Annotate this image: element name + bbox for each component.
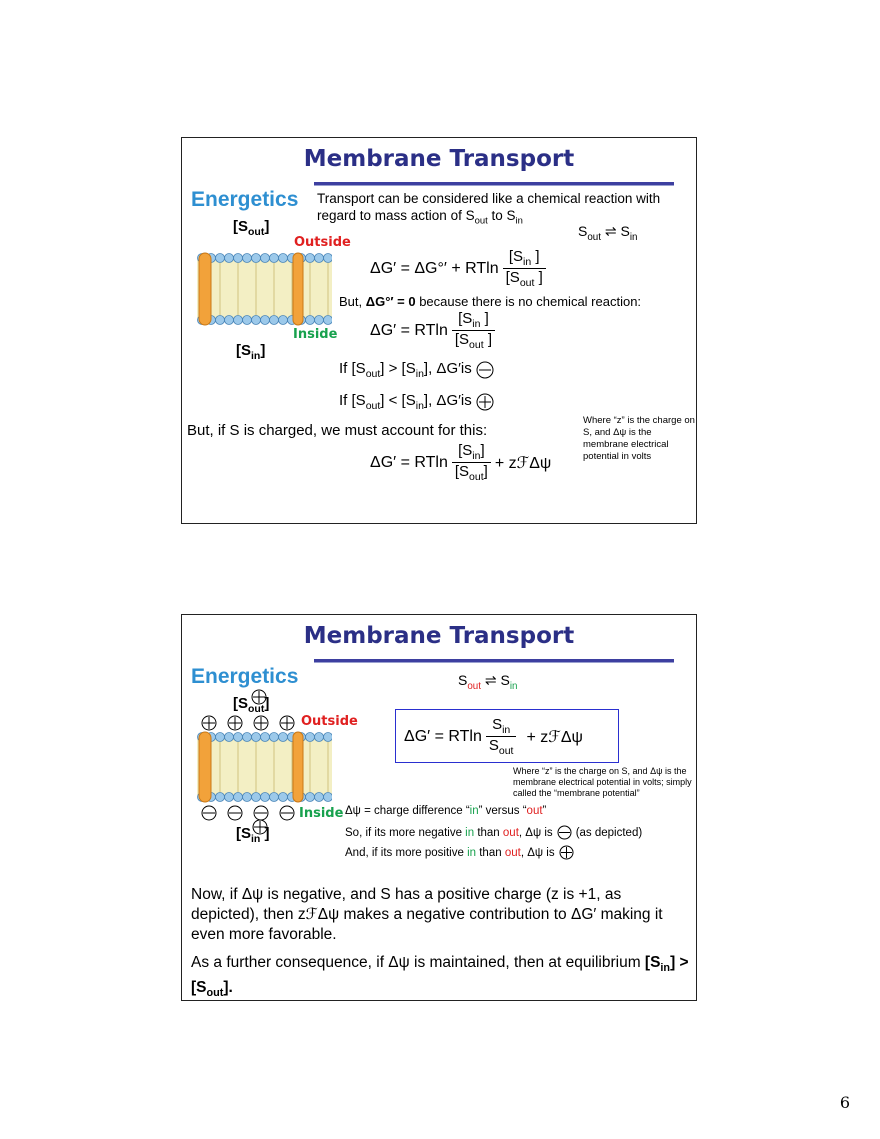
title-underline bbox=[314, 659, 674, 663]
equilibrium-expression: $S_{out}$ ⇌ $S_{in}$ bbox=[578, 223, 638, 243]
free-energy-equation-3: ΔG′ = RTln $\frac{[S_{in}]}{[S_{out}]}$ + zℱΔψ bbox=[370, 442, 552, 483]
outside-label: Outside bbox=[294, 235, 351, 250]
charged-statement: But, if S is charged, we must account for this: bbox=[187, 422, 488, 439]
minus-circle-icon bbox=[476, 361, 494, 379]
section-heading: Energetics bbox=[191, 188, 299, 211]
membrane-diagram bbox=[197, 729, 332, 807]
positive-condition: And, if its more positive in than out, Δψ is bbox=[345, 845, 574, 860]
page-number: 6 bbox=[839, 1093, 850, 1112]
slide-1 bbox=[181, 137, 697, 524]
membrane-potential-equation-box bbox=[395, 709, 619, 763]
negative-charges-row bbox=[201, 805, 295, 821]
condition-negative: If $[S_{out}] > [S_{in}]$, ΔG′is bbox=[339, 360, 494, 380]
s-in-label: $[S_{in}]$ bbox=[236, 342, 266, 362]
membrane-diagram bbox=[197, 250, 332, 330]
title-underline bbox=[314, 182, 674, 186]
minus-circle-icon bbox=[201, 805, 217, 821]
inside-label: Inside bbox=[293, 327, 338, 342]
paragraph-1: Now, if Δψ is negative, and S has a positive charge (z is +1, as depicted), then zℱΔψ makes a negative contribution to ΔG′ making it even more favorable. bbox=[191, 886, 663, 943]
plus-circle-icon bbox=[476, 393, 494, 411]
section-heading: Energetics bbox=[191, 665, 299, 688]
s-out-label: $[S_{out}]$ bbox=[233, 695, 270, 715]
minus-circle-icon bbox=[557, 825, 572, 840]
delta-psi-definition: Δψ = charge difference “in” versus “out” bbox=[345, 805, 547, 817]
outside-label: Outside bbox=[301, 714, 358, 729]
note-text: Where “z” is the charge on S, and Δψ is the membrane electrical potential in volts; simply called the “membrane potential” bbox=[513, 766, 692, 798]
free-energy-equation: ΔG′ = ΔG°′ + RTln $\frac{[S_{in} ]}{[S_{out} ]}$ bbox=[370, 248, 546, 289]
condition-positive: If $[S_{out}] < [S_{in}]$, ΔG′is bbox=[339, 392, 494, 412]
inside-label: Inside bbox=[299, 806, 344, 821]
boxed-equation: ΔG′ = RTln $\frac{S_{in}}{S_{out}}$ + zℱΔψ bbox=[404, 716, 583, 757]
minus-circle-icon bbox=[227, 805, 243, 821]
intro-line-2: regard to mass action of $S_{out}$ to $S_{in}$ bbox=[317, 208, 523, 227]
free-energy-equation-2: ΔG′ = RTln $\frac{[S_{in} ]}{[S_{out} ]}$ bbox=[370, 310, 495, 351]
plus-circle-icon bbox=[252, 819, 268, 835]
plus-circle-icon bbox=[559, 845, 574, 860]
but-line: But, ΔG°′ = 0 because there is no chemical reaction: bbox=[339, 294, 642, 309]
s-out-label: $[S_{out}]$ bbox=[233, 218, 270, 238]
slide-title: Membrane Transport bbox=[303, 623, 575, 649]
paragraph-2: As a further consequence, if Δψ is maintained, then at equilibrium $[S_{in}] > [S_{out}]$. bbox=[191, 954, 689, 1000]
intro-line-1: Transport can be considered like a chemical reaction with bbox=[317, 191, 661, 206]
plus-circle-icon bbox=[251, 689, 267, 705]
s-in-label: [$S_{in}$ ] bbox=[236, 825, 270, 845]
minus-circle-icon bbox=[279, 805, 295, 821]
note-text: Where “z” is the charge on S, and Δψ is the membrane electrical potential in volts bbox=[583, 415, 695, 462]
negative-condition: So, if its more negative in than out, Δψ is (as depicted) bbox=[345, 826, 643, 839]
equilibrium-expression: $S_{out}$ ⇌ $S_{in}$ bbox=[458, 672, 518, 692]
slide-title: Membrane Transport bbox=[303, 146, 575, 172]
slide-2 bbox=[181, 614, 697, 1001]
